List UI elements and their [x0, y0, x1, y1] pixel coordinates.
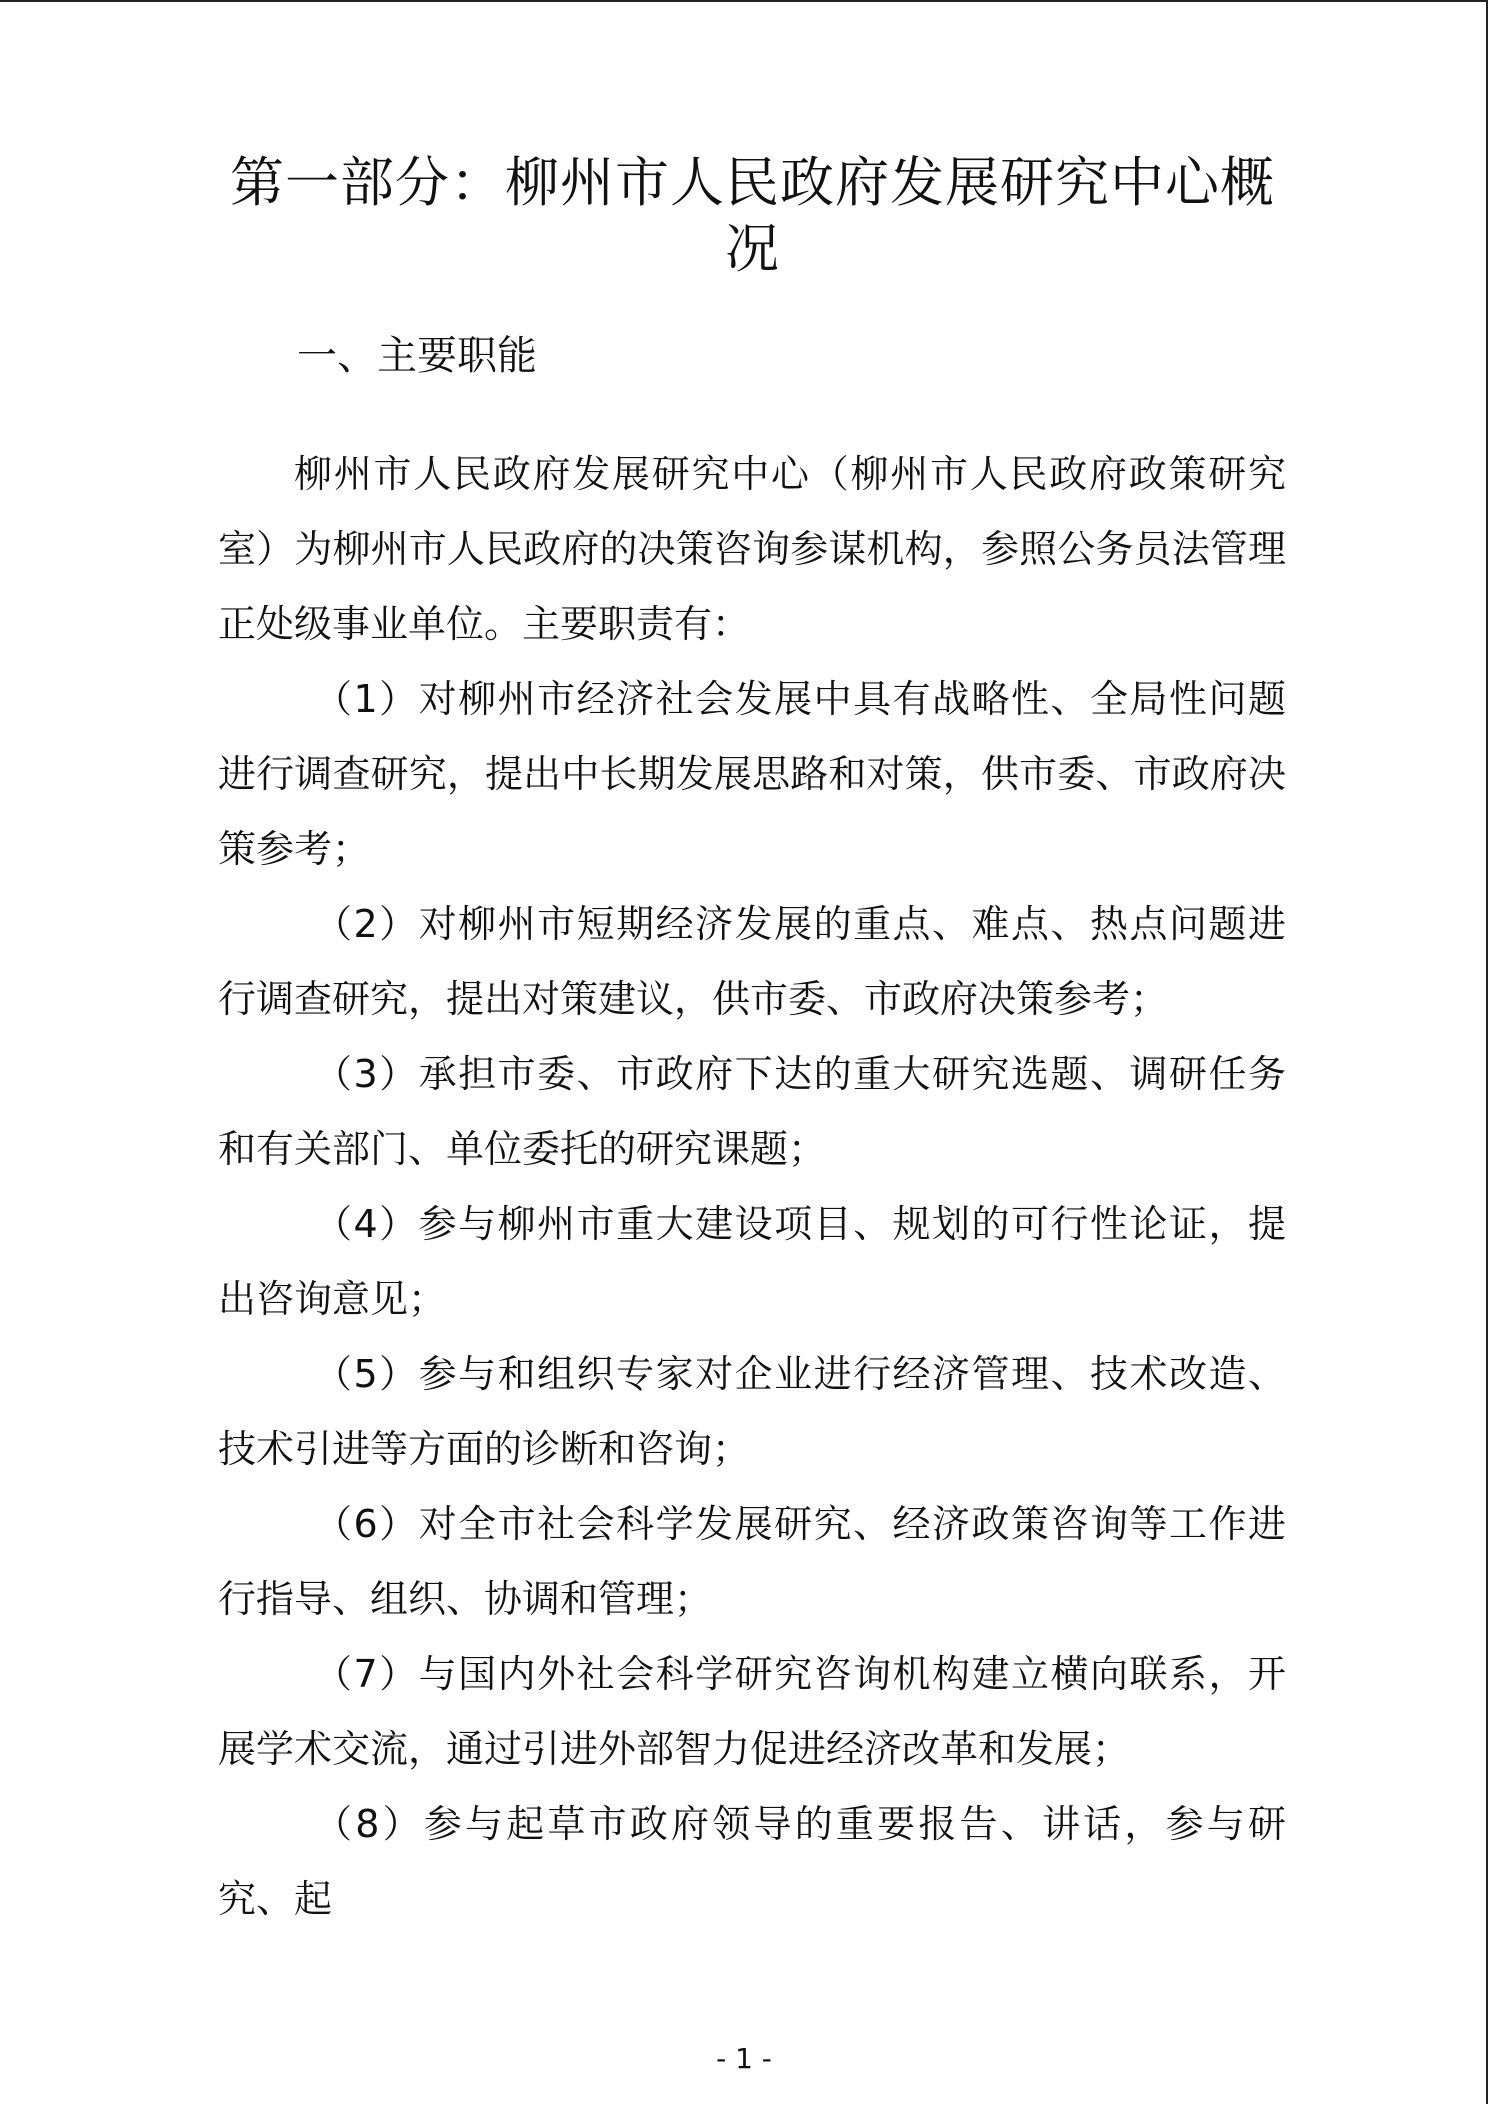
section-heading: 一、主要职能: [297, 333, 537, 379]
duty-item-1: （1）对柳州市经济社会发展中具有战略性、全局性问题进行调查研究，提出中长期发展思路和对策，供市委、市政府决策参考；: [218, 677, 1286, 871]
page-title: 第一部分：柳州市人民政府发展研究中心概况: [230, 151, 1275, 280]
duty-item-3: （3）承担市委、市政府下达的重大研究选题、调研任务和有关部门、单位委托的研究课题；: [218, 1052, 1286, 1171]
document-body: [218, 437, 1286, 1937]
duty-item-2: （2）对柳州市短期经济发展的重点、难点、热点问题进行调查研究，提出对策建议，供市委、市政府决策参考；: [218, 902, 1286, 1021]
intro-paragraph: 柳州市人民政府发展研究中心（柳州市人民政府政策研究室）为柳州市人民政府的决策咨询参谋机构，参照公务员法管理正处级事业单位。主要职责有：: [218, 452, 1286, 646]
duty-item-5: （5）参与和组织专家对企业进行经济管理、技术改造、技术引进等方面的诊断和咨询；: [218, 1352, 1286, 1471]
duty-item-4: （4）参与柳州市重大建设项目、规划的可行性论证，提出咨询意见；: [218, 1202, 1286, 1321]
duty-item-6: （6）对全市社会科学发展研究、经济政策咨询等工作进行指导、组织、协调和管理；: [218, 1502, 1286, 1621]
duty-item-7: （7）与国内外社会科学研究咨询机构建立横向联系，开展学术交流，通过引进外部智力促进经济改革和发展；: [218, 1652, 1286, 1771]
page-number: - 1 -: [716, 2042, 772, 2075]
duty-item-8: （8）参与起草市政府领导的重要报告、讲话，参与研究、起: [218, 1802, 1286, 1921]
